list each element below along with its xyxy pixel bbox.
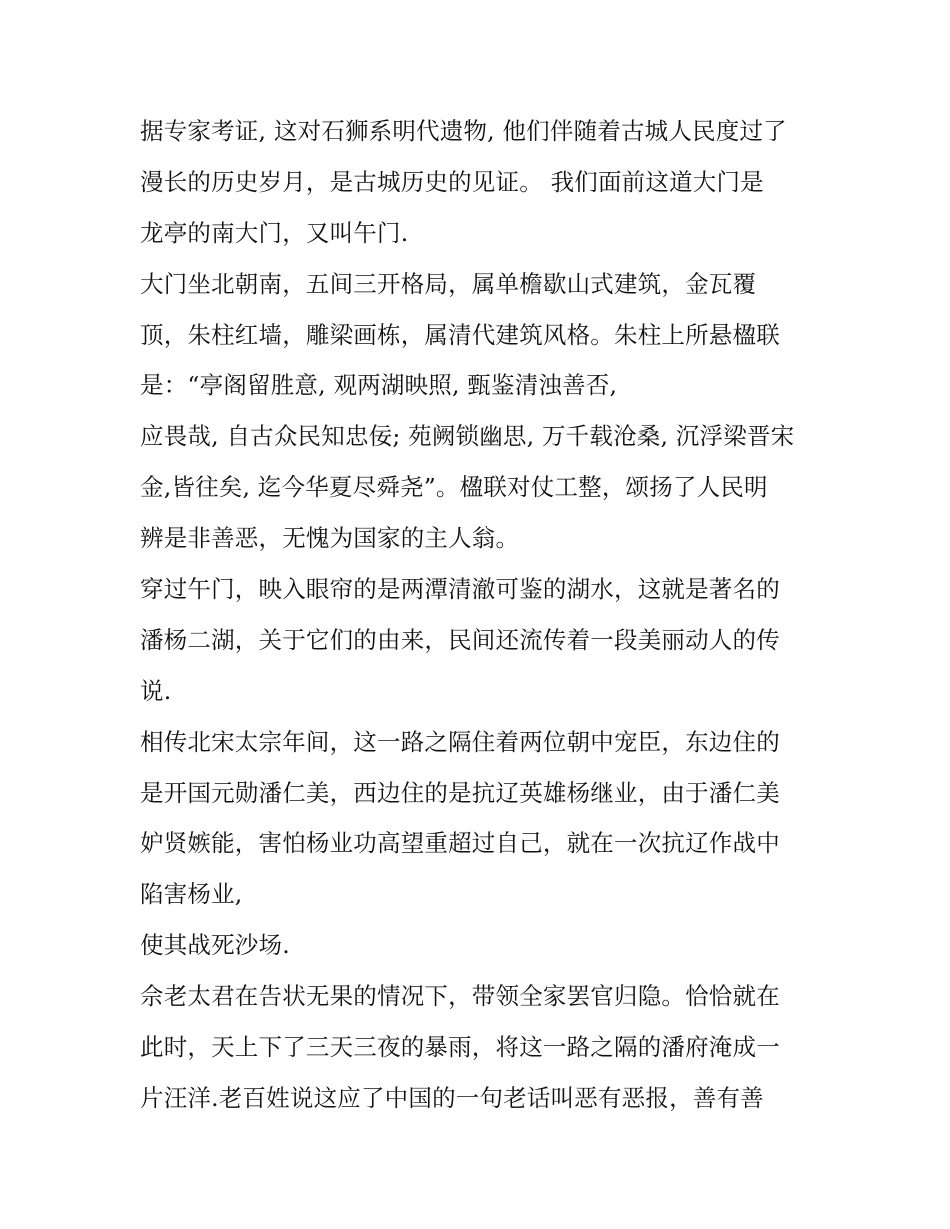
text-line: 片汪洋.老百姓说这应了中国的一句老话叫恶有恶报，善有善 xyxy=(140,1083,764,1112)
text-line: 大门坐北朝南，五间三开格局，属单檐歇山式建筑，金瓦覆 xyxy=(140,269,757,298)
text-line: 是：“亭阁留胜意, 观两湖映照, 甄鉴清浊善否, xyxy=(140,371,618,400)
body-text xyxy=(140,106,830,1124)
text-line: 穿过午门，映入眼帘的是两潭清澈可鉴的湖水，这就是著名的 xyxy=(140,575,780,604)
text-line: 据专家考证, 这对石狮系明代遗物, 他们伴随着古城人民度过了 xyxy=(140,117,787,145)
text-line: 陷害杨业, xyxy=(140,880,243,909)
text-line: 相传北宋太宗年间，这一路之隔住着两位朝中宠臣，东边住的 xyxy=(140,727,780,756)
text-line: 说. xyxy=(140,676,172,705)
text-line: 使其战死沙场. xyxy=(140,931,290,960)
text-line: 漫长的历史岁月，是古城历史的见证。 我们面前这道大门是 xyxy=(140,167,764,196)
text-line: 龙亭的南大门，又叫午门. xyxy=(140,218,409,247)
text-line: 潘杨二湖，关于它们的由来，民间还流传着一段美丽动人的传 xyxy=(140,625,780,654)
text-line: 是开国元勋潘仁美，西边住的是抗辽英雄杨继业，由于潘仁美 xyxy=(140,778,780,807)
text-line: 此时，天上下了三天三夜的暴雨，将这一路之隔的潘府淹成一 xyxy=(140,1033,780,1062)
text-line: 应畏哉, 自古众民知忠佞; 苑阙锁幽思, 万千载沧桑, 沉浮梁晋宋 xyxy=(140,422,795,451)
text-line: 辨是非善恶，无愧为国家的主人翁。 xyxy=(140,524,520,553)
text-line: 顶，朱柱红墙，雕梁画栋，属清代建筑风格。朱柱上所悬楹联 xyxy=(140,320,780,349)
text-line: 佘老太君在告状无果的情况下，带领全家罢官归隐。恰恰就在 xyxy=(140,982,780,1011)
text-line: 金,皆往矣, 迄今华夏尽舜尧”。楹联对仗工整，颂扬了人民明 xyxy=(140,473,768,502)
text-line: 妒贤嫉能，害怕杨业功高望重超过自己，就在一次抗辽作战中 xyxy=(140,829,780,858)
